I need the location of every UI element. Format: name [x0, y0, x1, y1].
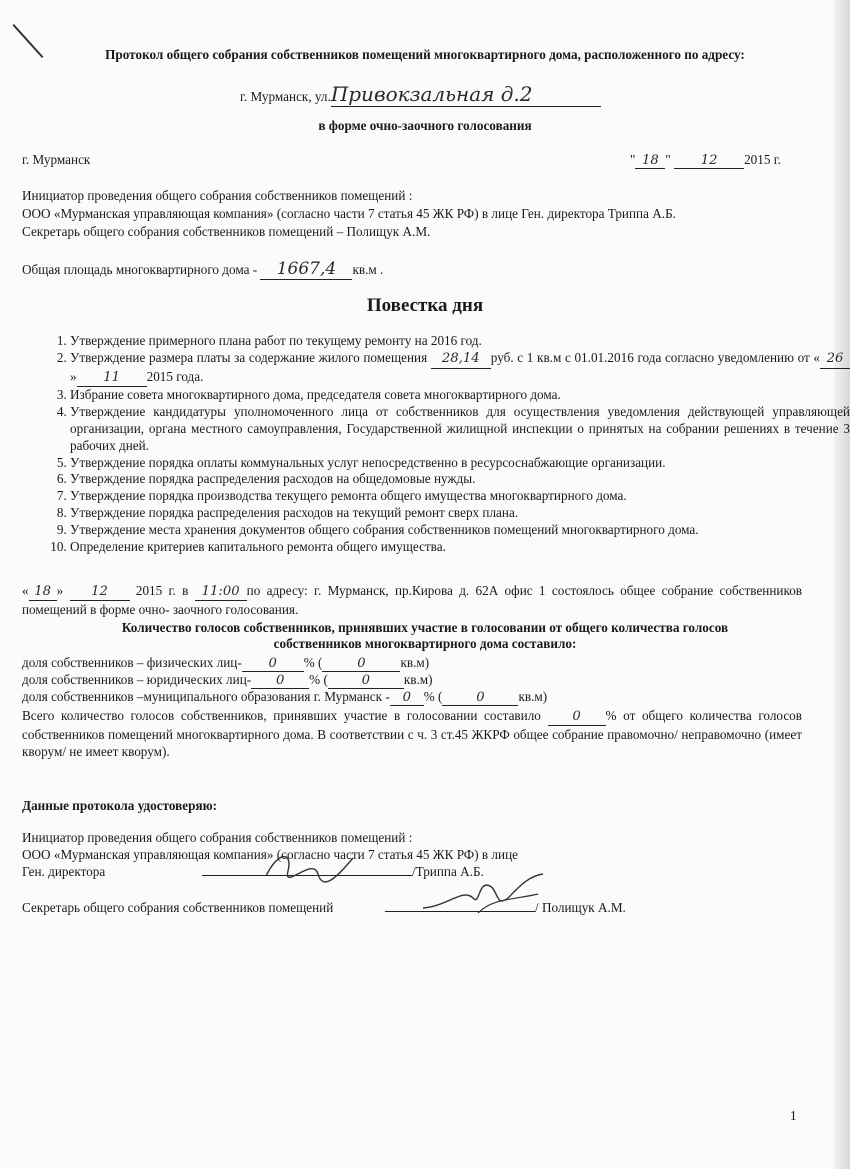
votes-title-2: собственников многоквартирного дома составило: [273, 636, 577, 651]
votes-row-individuals: доля собственников – физических лиц- 0 % ( 0 кв.м) [22, 655, 430, 671]
meeting-paragraph: « 18 » 12 2015 г. в 11:00 по адресу: г. Мурманск, пр.Кирова д. 62А офис 1 состоялось общее собрание собственников помещений в форме очно- заочного голосования. [22, 583, 803, 617]
agenda-item: 1. Утверждение примерного плана работ по текущему ремонту на 2016 год. [70, 333, 850, 350]
agenda-item: 5. Утверждение порядка оплаты коммунальных услуг непосредственно в ресурсоснабжающие организации. [70, 455, 850, 472]
votes-row-legal: доля собственников – юридических лиц- 0 % ( 0 кв.м) [22, 672, 433, 688]
document-title: Протокол общего собрания собственников помещений многоквартирного дома, расположенного по адресу: [105, 47, 745, 62]
address-line [240, 82, 601, 107]
agenda-item: 6. Утверждение порядка распределения расходов на общедомовые нужды. [70, 471, 850, 488]
certify-company: ООО «Мурманская управляющая компания» (согласно части 7 статья 45 ЖК РФ) в лице [22, 847, 518, 862]
secretary-label: Секретарь общего собрания собственников помещений [22, 900, 334, 915]
initiator-line2: ООО «Мурманская управляющая компания» (согласно части 7 статья 45 ЖК РФ) в лице Ген. директора Триппа А.Б. [22, 206, 676, 221]
secretary-line: Секретарь общего собрания собственников помещений – Полищук А.М. [22, 224, 431, 239]
page-number: 1 [790, 1108, 797, 1123]
director-signature [258, 846, 358, 886]
votes-title-1: Количество голосов собственников, принявших участие в голосовании от общего количества голосов [121, 620, 729, 635]
agenda-item: 7. Утверждение порядка производства текущего ремонта общего имущества многоквартирного дома. [70, 488, 850, 505]
area-label: Общая площадь многоквартирного дома - [22, 262, 258, 277]
secretary-signature-line: / Полищук А.М. [385, 900, 626, 916]
protocol-date: " 18 " 12 2015 г. [630, 152, 781, 168]
agenda-item: 4. Утверждение кандидатуры уполномоченного лица от собственников для осуществления уведомления действующей управляющей организации, органа местного самоуправления, Государственной жилищной инспекции о принятых на собрании решениях в течение 3 рабочих дней. [70, 404, 850, 454]
certify-title: Данные протокола удостоверяю: [22, 798, 218, 813]
agenda-title: Повестка дня [366, 295, 484, 316]
address-handwritten: Привокзальная д.2 [331, 82, 601, 107]
secretary-signature [418, 868, 548, 920]
director-signature-line: /Триппа А.Б. [202, 864, 484, 880]
certify-initiator: Инициатор проведения общего собрания собственников помещений : [22, 830, 413, 845]
date-day: 18 [635, 153, 665, 169]
agenda-item: 10. Определение критериев капитального ремонта общего имущества. [70, 539, 850, 556]
date-year: 2015 г. [744, 152, 781, 167]
rate-value: 28,14 [431, 351, 491, 369]
area-value: 1667,4 [260, 259, 352, 280]
address-prefix: г. Мурманск, ул. [240, 89, 331, 104]
area-unit: кв.м . [352, 262, 384, 277]
agenda-list [22, 333, 850, 555]
scan-edge [834, 0, 850, 1169]
agenda-item: 8. Утверждение порядка распределения расходов на текущий ремонт сверх плана. [70, 505, 850, 522]
area-line [22, 259, 383, 280]
agenda-item: 3. Избрание совета многоквартирного дома, председателя совета многоквартирного дома. [70, 387, 850, 404]
city: г. Мурманск [22, 152, 91, 167]
votes-row-municipal: доля собственников –муниципального образования г. Мурманск - 0 % ( 0 кв.м) [22, 689, 548, 705]
date-month: 12 [674, 153, 744, 169]
votes-total: Всего количество голосов собственников, принявших участие в голосовании составило 0 % от общего количества голосов собственников помещений многоквартирного дома. В соответствии с ч. 3 ст.45 ЖКРФ общее собрание правомочно/ неправомочно (имеет кворум/ не имеет кворум). [22, 708, 803, 759]
agenda-item: 2. Утверждение размера платы за содержание жилого помещения 28,14 руб. с 1 кв.м с 01.01.2016 года согласно уведомлению от « 26» 11 2015 года. [70, 350, 850, 388]
agenda-item: 9. Утверждение места хранения документов общего собрания собственников помещений многоквартирного дома. [70, 522, 850, 539]
director-label: Ген. директора [22, 864, 106, 879]
form-subtitle: в форме очно-заочного голосования [318, 118, 532, 133]
initiator-line1: Инициатор проведения общего собрания собственников помещений : [22, 188, 413, 203]
